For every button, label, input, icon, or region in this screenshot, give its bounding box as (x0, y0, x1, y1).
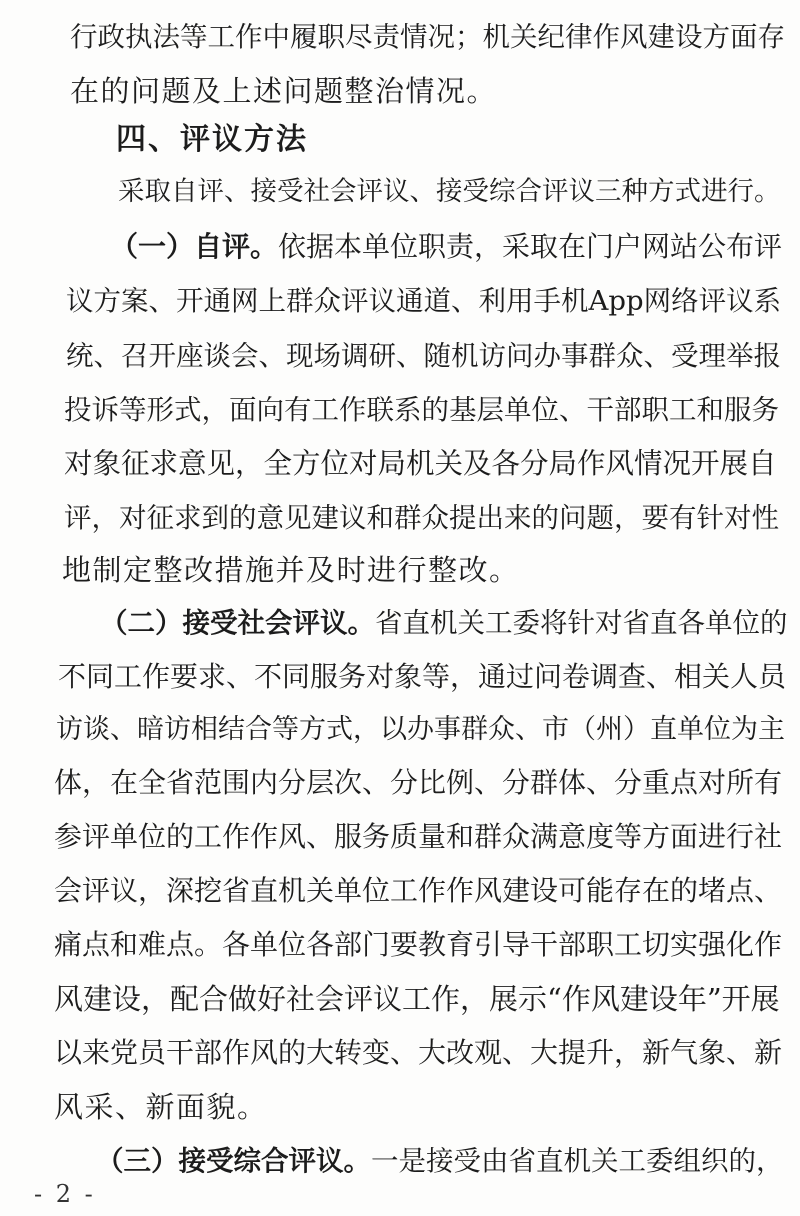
line-text: 会评议，深挖省直机关单位工作作风建设可能存在的堵点、 (54, 874, 783, 907)
line-text: 评，对征求到的意见建议和群众提出来的问题，要有针对性 (64, 502, 779, 534)
line-text: 在的问题及上述问题整治情况。 (70, 74, 498, 108)
paragraph-line (54, 920, 782, 970)
paragraph-line (56, 705, 785, 755)
line-text: 行政执法等工作中履职尽责情况；机关纪律作风建设方面存 (70, 21, 785, 53)
paragraph-line (62, 545, 520, 595)
subsection-lead: （三）接受综合评议。 (96, 1145, 371, 1177)
paragraph-line (110, 222, 782, 272)
line-text: 体，在全省范围内分层次、分比例、分群体、分重点对所有 (54, 766, 783, 799)
paragraph-line (64, 439, 777, 489)
paragraph-line (96, 1136, 784, 1186)
subsection-lead: （一）自评。 (110, 230, 279, 263)
line-text: 一是接受由省直机关工委组织的， (371, 1145, 784, 1177)
paragraph-line (66, 276, 781, 326)
line-text: 风采、新面貌。 (54, 1090, 268, 1124)
line-text: 省直机关工委将针对省直各单位的 (375, 607, 788, 639)
paragraph-line (70, 66, 497, 116)
line-text: 依据本单位职责，采取在门户网站公布评 (278, 230, 783, 263)
page-number: - 2 - (34, 1180, 96, 1208)
line-text: 不同工作要求、不同服务对象等，通过问卷调查、相关人员 (58, 660, 787, 693)
section-heading (116, 115, 308, 165)
paragraph-line (54, 1082, 268, 1132)
paragraph-line (54, 758, 782, 808)
line-text: 地制定整改措施并及时进行整改。 (62, 553, 520, 587)
paragraph-line (64, 385, 779, 435)
paragraph-line (64, 493, 779, 543)
line-text: 议方案、开通网上群众评议通道、利用手机App网络评议系 (66, 285, 782, 317)
paragraph-line (54, 1028, 782, 1078)
line-text: 对象征求意见，全方位对局机关及各分局作风情况开展自 (64, 447, 777, 480)
line-text: 访谈、暗访相结合等方式，以办事群众、市（州）直单位为主 (56, 714, 785, 745)
line-text: 统、召开座谈会、现场调研、随机访问办事群众、受理举报 (66, 340, 781, 372)
paragraph-line (54, 812, 782, 862)
line-text: 参评单位的工作作风、服务质量和群众满意度等方面进行社 (54, 820, 783, 853)
paragraph-line (58, 652, 786, 702)
paragraph-line (118, 167, 781, 217)
line-text: 采取自评、接受社会评议、接受综合评议三种方式进行。 (118, 176, 781, 207)
line-text: 投诉等形式，面向有工作联系的基层单位、干部职工和服务 (64, 394, 779, 426)
paragraph-line (100, 598, 788, 648)
line-text: 以来党员干部作风的大转变、大改观、大提升，新气象、新 (54, 1036, 783, 1069)
paragraph-line (54, 974, 780, 1024)
line-text: 风建设，配合做好社会评议工作，展示“作风建设年”开展 (54, 982, 780, 1016)
paragraph-line (66, 331, 781, 381)
paragraph-line (70, 12, 785, 62)
heading-text: 四、评议方法 (116, 122, 308, 157)
line-text: 痛点和难点。各单位各部门要教育引导干部职工切实强化作 (54, 928, 783, 961)
paragraph-line (54, 866, 782, 916)
subsection-lead: （二）接受社会评议。 (100, 607, 375, 639)
